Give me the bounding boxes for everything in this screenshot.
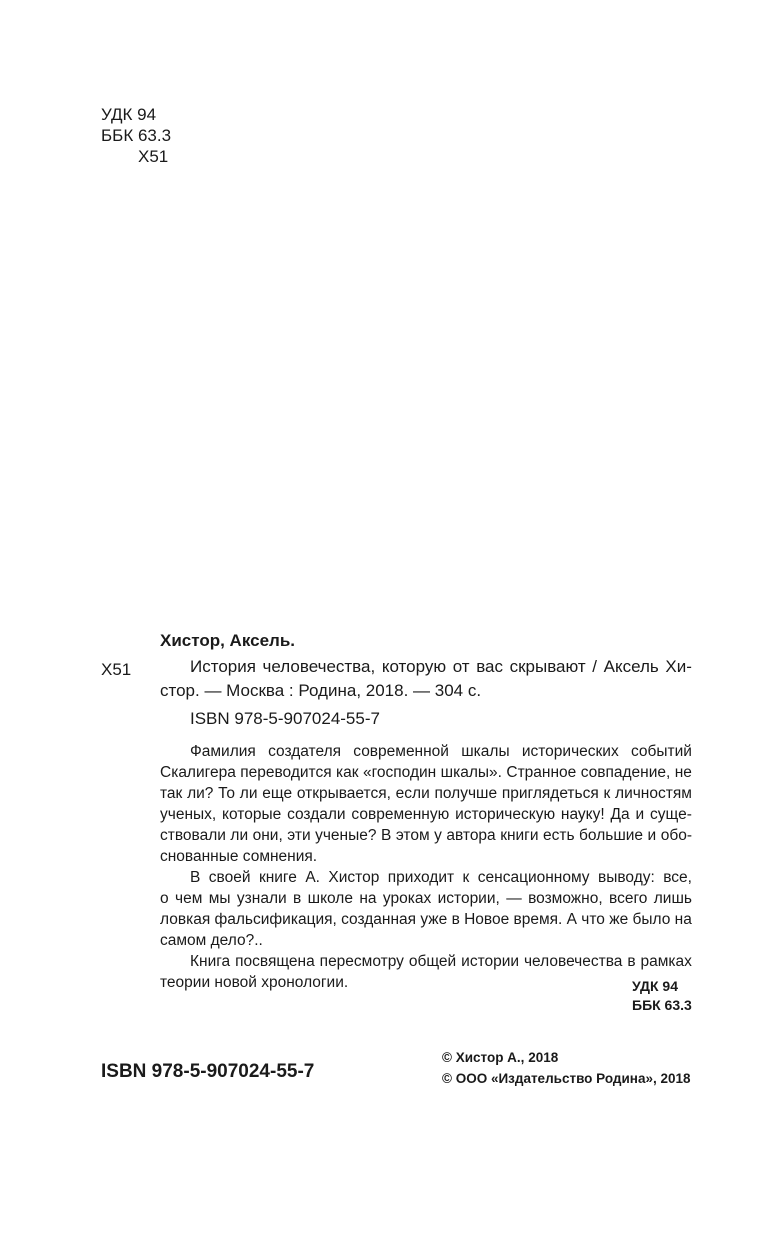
word: науку!	[560, 806, 605, 823]
word: пересмотру	[319, 953, 404, 970]
udc-code: УДК 94	[101, 105, 157, 124]
word: мы	[208, 890, 231, 907]
word: /	[592, 657, 598, 676]
word: ствовали	[160, 827, 226, 844]
word: теории новой хронологии.	[160, 974, 349, 991]
word: время.	[513, 911, 563, 928]
word: личностям	[615, 785, 692, 802]
word: истории	[461, 953, 520, 970]
word: эти	[287, 827, 311, 844]
word: школе	[307, 890, 353, 907]
word: создали	[287, 806, 346, 823]
footer-bbk: ББК 63.3	[632, 997, 692, 1013]
word: все,	[663, 869, 692, 886]
word: если	[395, 785, 430, 802]
word: обо-	[660, 827, 692, 844]
word: А	[566, 911, 577, 928]
word: вас	[476, 657, 503, 676]
word: возможно,	[528, 890, 603, 907]
word: В	[190, 869, 201, 886]
word: узнали	[236, 890, 287, 907]
word: как	[336, 764, 359, 781]
annotation-line	[160, 846, 692, 867]
annotation-line	[160, 867, 692, 888]
word: посвящена	[235, 953, 315, 970]
word: этом	[395, 827, 430, 844]
word: скрывают	[509, 657, 586, 676]
record-isbn: ISBN 978-5-907024-55-7	[190, 709, 380, 728]
author-mark: Х51	[138, 147, 169, 166]
word: А.	[305, 869, 320, 886]
word: —	[506, 890, 522, 907]
annotation	[160, 741, 692, 993]
word: у	[434, 827, 442, 844]
word: суще-	[650, 806, 692, 823]
word: созданная	[341, 911, 417, 928]
word: и	[635, 806, 645, 823]
copyright-author: © Хистор А., 2018	[442, 1050, 559, 1065]
word: ловкая	[160, 911, 211, 928]
word: сенсационному	[477, 869, 590, 886]
word: фальсификация,	[214, 911, 337, 928]
word: История	[190, 657, 256, 676]
copyright-publisher: © ООО «Издательство Родина», 2018	[442, 1071, 691, 1086]
word: получше	[434, 785, 498, 802]
word: переводится	[240, 764, 332, 781]
bbk-code: ББК 63.3	[101, 126, 172, 145]
word: исторических	[521, 743, 619, 760]
word: шкалы	[461, 743, 510, 760]
word: есть	[543, 827, 575, 844]
title-statement	[160, 655, 692, 703]
word: о	[160, 890, 169, 907]
word: современную	[351, 806, 450, 823]
word: стор. — Москва : Родина, 2018. — 304 с.	[160, 681, 482, 700]
word: книги	[500, 827, 539, 844]
word: которую	[381, 657, 447, 676]
word: Новое	[464, 911, 510, 928]
word: снованные сомнения.	[160, 848, 318, 865]
word: «господин	[362, 764, 437, 781]
word: они,	[252, 827, 283, 844]
annotation-line	[160, 762, 692, 783]
word: чем	[175, 890, 203, 907]
footer-udc: УДК 94	[632, 978, 678, 994]
word: лишь	[653, 890, 692, 907]
word: открывается,	[296, 785, 391, 802]
word: ученых,	[160, 806, 217, 823]
annotation-line	[160, 951, 692, 972]
word: ли	[230, 827, 249, 844]
word: в	[293, 890, 302, 907]
annotation-line	[160, 888, 692, 909]
footer-isbn: ISBN 978-5-907024-55-7	[101, 1061, 315, 1082]
annotation-line	[160, 783, 692, 804]
annotation-line	[160, 804, 692, 825]
word: от	[452, 657, 470, 676]
word: на	[674, 911, 692, 928]
word: еще	[262, 785, 293, 802]
word: было	[632, 911, 671, 928]
word: Хистор	[328, 869, 380, 886]
word: Книга	[190, 953, 231, 970]
word: автора	[446, 827, 496, 844]
footer-classification	[632, 977, 692, 1015]
word: всего	[609, 890, 648, 907]
word: уроках	[382, 890, 432, 907]
word: общей	[408, 953, 457, 970]
word: ли?	[187, 785, 214, 802]
word: и	[647, 827, 657, 844]
word: Странное	[506, 764, 577, 781]
title-line	[160, 655, 692, 679]
word: Фамилия	[190, 743, 256, 760]
word: Да	[610, 806, 630, 823]
word: человечества	[523, 953, 623, 970]
word: уже	[420, 911, 448, 928]
word: истории,	[437, 890, 500, 907]
word: человечества,	[262, 657, 376, 676]
word: событий	[630, 743, 692, 760]
word: ли	[239, 785, 258, 802]
word: приглядеться	[501, 785, 599, 802]
record-author-mark: Х51	[101, 660, 132, 679]
word: совпадение,	[580, 764, 671, 781]
word: к	[603, 785, 611, 802]
word: в	[627, 953, 636, 970]
annotation-line	[160, 930, 692, 951]
word: рамках	[640, 953, 692, 970]
word: что	[581, 911, 605, 928]
annotation-line	[160, 972, 692, 993]
word: своей	[208, 869, 251, 886]
word: ученые?	[315, 827, 377, 844]
annotation-line	[160, 909, 692, 930]
annotation-line	[160, 741, 692, 762]
word: не	[674, 764, 692, 781]
word: историческую	[455, 806, 556, 823]
word: же	[609, 911, 629, 928]
word: к	[462, 869, 470, 886]
word: книге	[258, 869, 297, 886]
word: которые	[222, 806, 282, 823]
word: в	[451, 911, 460, 928]
word: шкалы».	[440, 764, 502, 781]
word: современной	[353, 743, 449, 760]
word: Скалигера	[160, 764, 236, 781]
word: создателя	[268, 743, 342, 760]
title-line	[160, 679, 692, 703]
word: Хи-	[665, 657, 692, 676]
annotation-line	[160, 825, 692, 846]
word: То	[218, 785, 236, 802]
classification-block	[101, 104, 171, 167]
word: на	[359, 890, 377, 907]
word: Аксель	[603, 657, 659, 676]
copyright-block	[442, 1047, 691, 1089]
word: приходит	[387, 869, 455, 886]
word: так	[160, 785, 183, 802]
word: самом дело?..	[160, 932, 263, 949]
word: выводу:	[597, 869, 655, 886]
word: большие	[579, 827, 644, 844]
author-heading: Хистор, Аксель.	[160, 631, 296, 650]
word: В	[381, 827, 392, 844]
